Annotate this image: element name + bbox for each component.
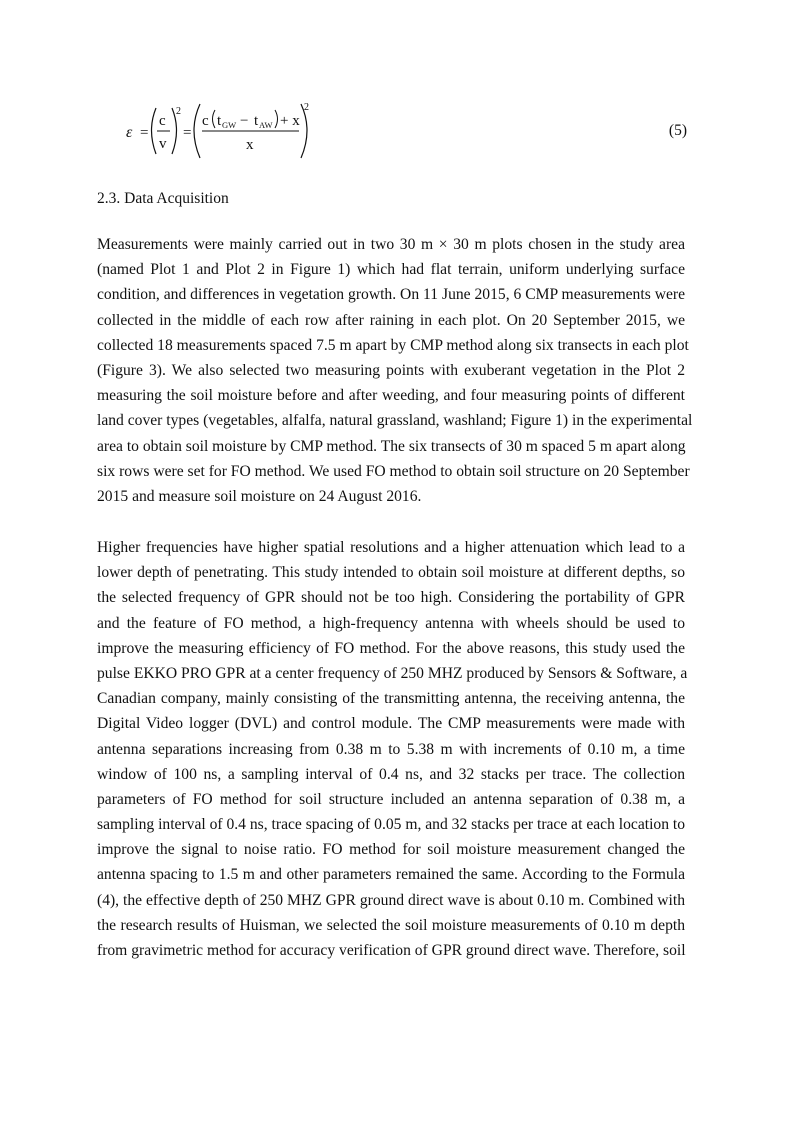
paren-open-1: [152, 108, 157, 154]
text-line: area to obtain soil moisture by CMP method. The six transects of 30 m spaced 5 m apart along: [97, 437, 686, 455]
text-line: Digital Video logger (DVL) and control module. The CMP measurements were made with: [97, 715, 685, 733]
text-line: antenna separations increasing from 0.38 m to 5.38 m with increments of 0.10 m, a time: [97, 740, 685, 758]
text-line: collected 18 measurements spaced 7.5 m apart by CMP method along six transects in each plot: [97, 336, 689, 354]
frac2-minus: −: [240, 113, 249, 129]
text-line: land cover types (vegetables, alfalfa, natural grassland, washland; Figure 1) in the experimental: [97, 412, 693, 430]
frac1-numerator: c: [159, 113, 166, 129]
eq-equals-2: =: [183, 125, 192, 141]
text-line: measuring the soil moisture before and after weeding, and four measuring points of different: [97, 387, 685, 405]
frac2-t-gw: t: [217, 113, 222, 129]
text-line: (Figure 3). We also selected two measuring points with exuberant vegetation in the Plot 2: [97, 361, 685, 379]
text-line: condition, and differences in vegetation growth. On 11 June 2015, 6 CMP measurements were: [97, 286, 685, 304]
text-line: lower depth of penetrating. This study intended to obtain soil moisture at different depths, so: [97, 564, 685, 582]
text-line: six rows were set for FO method. We used FO method to obtain soil structure on 20 September: [97, 462, 690, 480]
text-line: improve the measuring efficiency of FO method. For the above reasons, this study used the: [97, 639, 685, 657]
text-line: improve the signal to noise ratio. FO method for soil moisture measurement changed the: [97, 841, 685, 859]
frac2-t-gw-sub: GW: [222, 120, 237, 130]
eq-power-1: 2: [176, 106, 181, 117]
text-line: Higher frequencies have higher spatial resolutions and a higher attenuation which lead to a: [97, 539, 685, 556]
frac2-plus-x: + x: [280, 113, 300, 129]
frac2-num-c: c: [202, 113, 209, 129]
paragraph-measurements: [97, 232, 693, 509]
frac2-t-aw-sub: AW: [259, 120, 273, 130]
section-heading: 2.3. Data Acquisition: [97, 190, 229, 207]
text-line: collected in the middle of each row after raining in each plot. On 20 September 2015, we: [97, 311, 685, 329]
equation-5: [118, 100, 693, 160]
frac2-denominator: x: [246, 137, 254, 153]
paren-open-3: [213, 110, 216, 128]
eq-equals-1: =: [140, 125, 149, 141]
text-line: pulse EKKO PRO GPR at a center frequency of 250 MHZ produced by Sensors & Software, a: [97, 664, 688, 682]
text-line: Measurements were mainly carried out in two 30 m × 30 m plots chosen in the study area: [97, 236, 685, 253]
text-line: sampling interval of 0.4 ns, trace spacing of 0.05 m, and 32 stacks per trace at each location to: [97, 816, 686, 834]
text-line: from gravimetric method for accuracy verification of GPR ground direct wave. Therefore, soil: [97, 942, 686, 959]
frac1-denominator: v: [159, 136, 167, 152]
text-line: Canadian company, mainly consisting of the transmitting antenna, the receiving antenna, the: [97, 690, 685, 708]
paragraph-frequencies: [97, 535, 688, 963]
frac2-t-aw: t: [254, 113, 259, 129]
equation-number: (5): [668, 122, 687, 139]
eq-power-2: 2: [304, 102, 309, 113]
paren-open-2: [194, 104, 200, 158]
text-line: 2015 and measure soil moisture on 24 August 2016.: [97, 487, 422, 505]
text-line: antenna spacing to 1.5 m and other parameters remained the same. According to the Formula: [97, 866, 685, 884]
paren-close-3: [275, 110, 278, 128]
text-line: the selected frequency of GPR should not be too high. Considering the portability of GPR: [97, 589, 685, 607]
text-line: the research results of Huisman, we selected the soil moisture measurements of 0.10 m depth: [97, 916, 685, 934]
equation-formula: [118, 100, 378, 162]
text-line: parameters of FO method for soil structure included an antenna separation of 0.38 m, a: [97, 790, 685, 808]
text-line: (named Plot 1 and Plot 2 in Figure 1) which had flat terrain, uniform underlying surface: [97, 261, 685, 279]
text-line: (4), the effective depth of 250 MHZ GPR ground direct wave is about 0.10 m. Combined with: [97, 891, 685, 909]
eq-lhs: ε: [126, 124, 133, 141]
text-line: and the feature of FO method, a high-frequency antenna with wheels should be used to: [97, 614, 685, 632]
text-line: window of 100 ns, a sampling interval of 0.4 ns, and 32 stacks per trace. The collection: [97, 765, 685, 783]
